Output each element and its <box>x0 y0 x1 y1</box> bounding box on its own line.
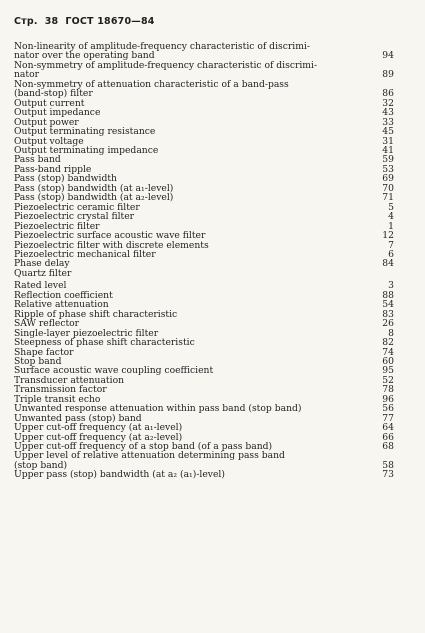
index-page-number: 56 <box>382 403 394 415</box>
index-term: Pass (stop) bandwidth (at a₂-level) <box>14 192 174 204</box>
terms-index <box>14 42 394 480</box>
index-term: Upper cut-off frequency (at a₁-level) <box>14 422 183 434</box>
index-page-number: 32 <box>382 97 394 109</box>
index-term: Non-linearity of amplitude-frequency characteristic of discrimi- nator over the operating band <box>14 41 310 62</box>
index-page-number: 60 <box>382 355 394 367</box>
index-term: Triple transit echo <box>14 393 101 405</box>
index-page-number: 89 <box>382 69 394 81</box>
index-page-number: 77 <box>382 412 394 424</box>
index-page-number: 78 <box>382 384 394 396</box>
index-entry <box>14 470 394 479</box>
index-page-number: 96 <box>382 393 394 405</box>
index-entry <box>14 146 394 155</box>
index-page-number: 53 <box>382 163 394 175</box>
index-page-number: 45 <box>382 126 394 138</box>
index-entry <box>14 259 394 268</box>
index-entry <box>14 269 394 278</box>
index-entry <box>14 451 394 470</box>
index-term: Piezoelectric filter with discrete elements <box>14 239 209 251</box>
index-term: Pass (stop) bandwidth (at a₁-level) <box>14 182 174 194</box>
index-term: Pass (stop) bandwidth <box>14 173 117 185</box>
index-page-number: 8 <box>388 327 394 339</box>
index-term: Unwanted response attenuation within pass band (stop band) <box>14 403 302 415</box>
index-page-number: 33 <box>382 116 394 128</box>
index-term: Output terminating resistance <box>14 126 156 138</box>
index-term: Output power <box>14 116 79 128</box>
index-term: Single-layer piezoelectric filter <box>14 327 159 339</box>
index-term: Transmission factor <box>14 384 107 396</box>
index-term: Output terminating impedance <box>14 144 159 156</box>
page-label: Стр. <box>14 16 38 27</box>
index-page-number: 73 <box>382 469 394 481</box>
index-term: SAW reflector <box>14 318 80 330</box>
index-page-number: 95 <box>382 365 394 377</box>
page-number: 38 <box>44 16 59 27</box>
index-page-number: 74 <box>382 346 394 358</box>
index-term: Ripple of phase shift characteristic <box>14 308 178 320</box>
index-term: Piezoelectric filter <box>14 220 100 232</box>
index-term: Quartz filter <box>14 267 72 279</box>
index-page-number: 94 <box>382 50 394 62</box>
index-entry <box>14 348 394 357</box>
index-page-number: 3 <box>388 280 394 292</box>
index-term: Steepness of phase shift characteristic <box>14 337 195 349</box>
index-page-number: 86 <box>382 88 394 100</box>
index-term: Piezoelectric crystal filter <box>14 211 135 223</box>
index-term: Reflection coefficient <box>14 289 113 301</box>
index-page-number: 58 <box>382 459 394 471</box>
index-term: Rated level <box>14 280 67 292</box>
index-page-number: 31 <box>382 135 394 147</box>
index-term: Piezoelectric surface acoustic wave filter <box>14 230 206 242</box>
index-page-number: 41 <box>382 144 394 156</box>
index-term: Pass-band ripple <box>14 163 92 175</box>
index-page-number: 1 <box>388 220 394 232</box>
index-term: Output current <box>14 97 85 109</box>
index-page-number: 4 <box>388 211 394 223</box>
index-page-number: 82 <box>382 337 394 349</box>
page-header <box>14 16 162 27</box>
index-term: Surface acoustic wave coupling coefficient <box>14 365 214 377</box>
index-term: Upper level of relative attenuation determining pass band (stop band) <box>14 450 285 471</box>
index-page-number: 70 <box>382 182 394 194</box>
index-term: Phase delay <box>14 258 70 270</box>
index-entry <box>14 250 394 259</box>
index-page-number: 7 <box>388 239 394 251</box>
index-entry <box>14 42 394 61</box>
index-page-number: 71 <box>382 192 394 204</box>
index-term: Upper cut-off frequency of a stop band (of a pass band) <box>14 441 273 453</box>
index-page-number: 64 <box>382 422 394 434</box>
index-term: Relative attenuation <box>14 299 109 311</box>
index-term: Transducer attenuation <box>14 374 125 386</box>
index-page-number: 52 <box>382 374 394 386</box>
index-page-number: 26 <box>382 318 394 330</box>
index-term: Output impedance <box>14 107 101 119</box>
index-term: Upper pass (stop) bandwidth (at a₂ (a₁)-level) <box>14 469 225 481</box>
index-page-number: 69 <box>382 173 394 185</box>
index-page-number: 5 <box>388 201 394 213</box>
index-page-number: 68 <box>382 441 394 453</box>
index-term: Pass band <box>14 154 61 166</box>
index-page-number: 43 <box>382 107 394 119</box>
index-term: Shape factor <box>14 346 74 358</box>
index-term: Stop band <box>14 355 62 367</box>
index-term: Non-symmetry of attenuation characteristic of a band-pass (band-stop) filter <box>14 78 289 100</box>
index-page-number: 6 <box>388 248 394 260</box>
index-entry <box>14 61 394 80</box>
index-page-number: 54 <box>382 299 394 311</box>
index-page-number: 12 <box>382 230 394 242</box>
index-term: Upper cut-off frequency (at a₂-level) <box>14 431 183 443</box>
index-page-number: 84 <box>382 258 394 270</box>
standard-designation: ГОСТ 18670—84 <box>65 16 155 27</box>
index-term: Unwanted pass (stop) band <box>14 412 142 424</box>
index-term: Piezoelectric ceramic filter <box>14 201 140 213</box>
index-term: Piezoelectric mechanical filter <box>14 248 156 260</box>
index-term: Output voltage <box>14 135 84 147</box>
index-term: Non-symmetry of amplitude-frequency characteristic of discrimi- nator <box>14 59 318 81</box>
index-entry <box>14 80 394 99</box>
index-page-number: 59 <box>382 154 394 166</box>
index-page-number: 88 <box>382 289 394 301</box>
index-page-number: 66 <box>382 431 394 443</box>
index-page-number: 83 <box>382 308 394 320</box>
